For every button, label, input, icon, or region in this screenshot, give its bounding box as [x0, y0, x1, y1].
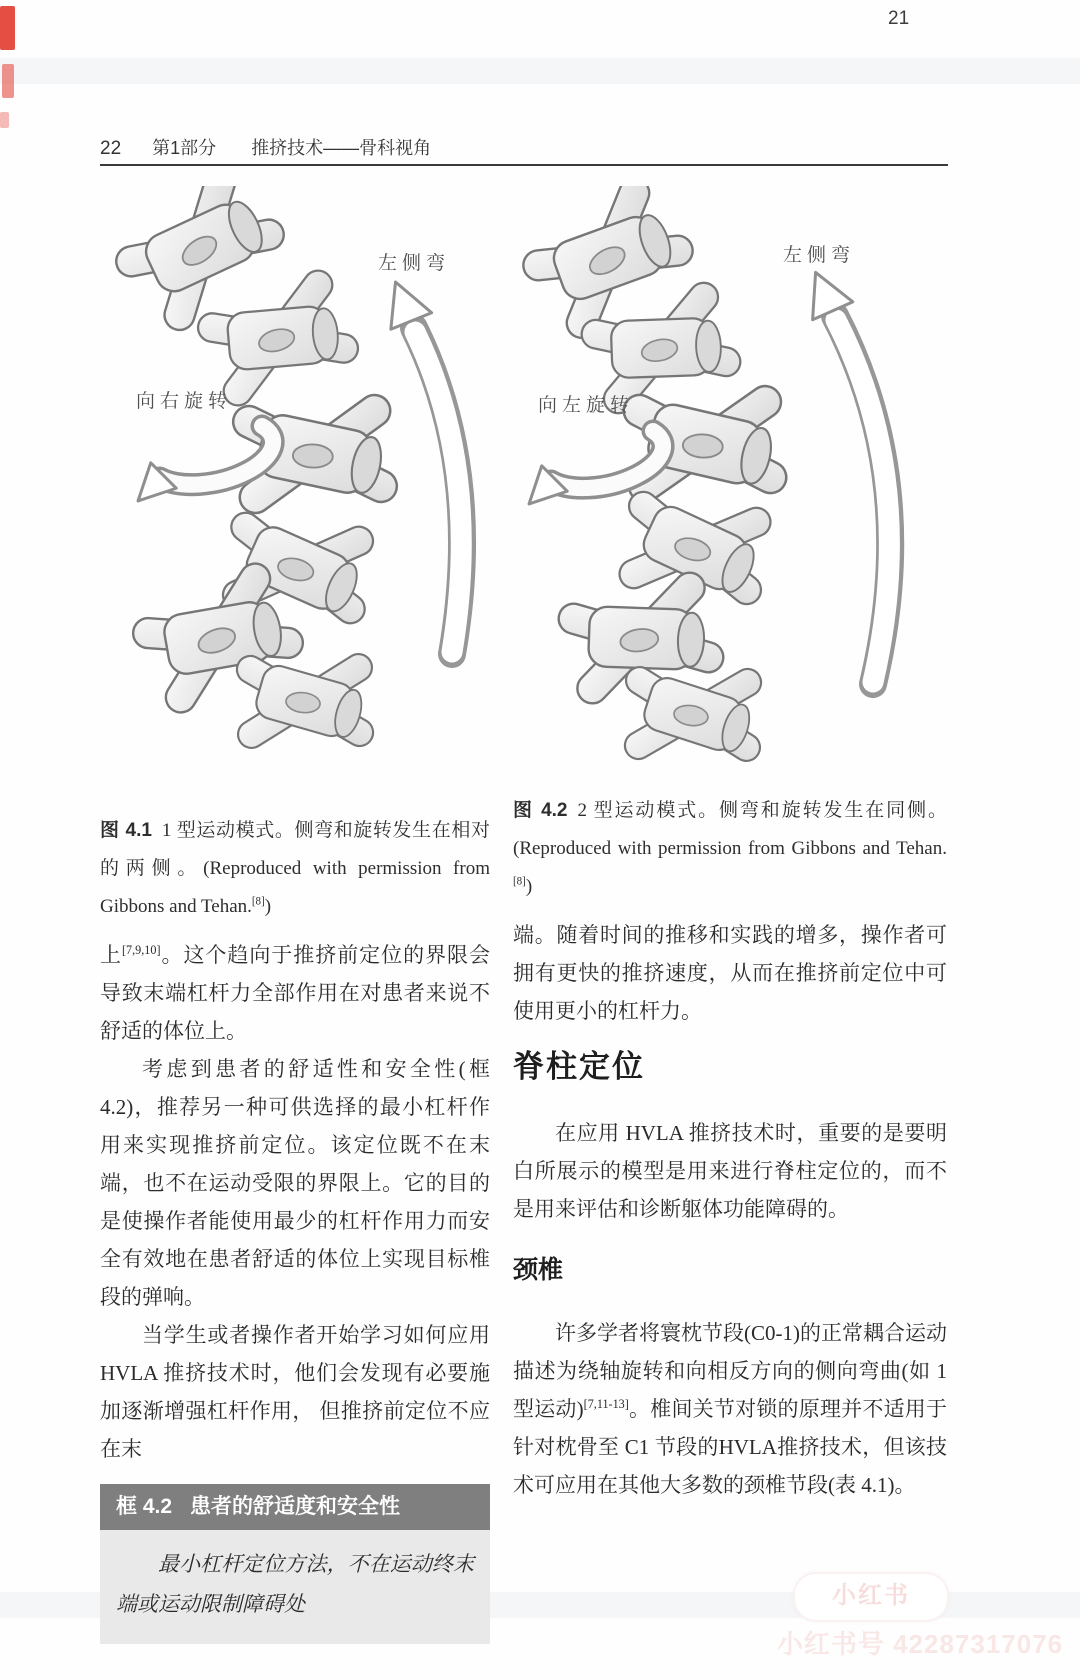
scan-artifact-red	[0, 6, 15, 50]
paragraph: 考虑到患者的舒适性和安全性(框4.2)，推荐另一种可供选择的最小杠杆作用来实现推挤前定位。该定位既不在末端，也不在运动受限的界限上。它的目的是使操作者能使用最少的杠杆作用力而安全有效地在患者舒适的体位上实现目标椎段的弹响。	[100, 1057, 490, 1309]
box-4-2-title: 患者的舒适度和安全性	[190, 1495, 401, 1518]
figure-2-caption-en: (Reproduced with permission from Gibbons and Tehan.	[513, 838, 947, 859]
figure-1-caption-ref: [8]	[251, 895, 265, 908]
figure-2-illustration	[503, 186, 890, 762]
right-column-body	[513, 916, 947, 1504]
figure-2-caption-close: )	[525, 876, 533, 897]
figure-2-caption-zh: 2 型运动模式。侧弯和旋转发生在同侧。	[577, 800, 947, 821]
reference-superscript: [7,11-13]	[583, 1397, 629, 1411]
paragraph	[100, 936, 490, 1050]
figure-2-caption-label: 图 4.2	[513, 800, 568, 821]
paragraph-text: 。椎间关节对锁的原理并不适用于针对枕骨至 C1 节段的HVLA推挤技术，但该技术可应用在其他大多数的颈椎节段(表 4.1)。	[513, 1397, 948, 1497]
running-header-part: 第1部分	[152, 138, 217, 158]
fig2-rotation-label: 向左旋转	[538, 395, 635, 416]
figure-1-caption	[100, 812, 490, 926]
running-header-title: 推挤技术——骨科视角	[251, 138, 432, 158]
fig1-side-bend-label: 左侧弯	[378, 253, 451, 274]
subsection-heading: 颈椎	[513, 1256, 564, 1284]
paragraph: 端。随着时间的推移和实践的增多，操作者可拥有更快的推挤速度，从而在推挤前定位中可使用更小的杠杆力。	[513, 923, 947, 1023]
paragraph-text: 上	[100, 943, 122, 967]
running-header-folio: 22	[100, 138, 122, 159]
figure-1-caption-zh: 1 型运动模式。侧弯和旋转发生在相对的两侧。	[100, 820, 490, 879]
header-rule	[100, 164, 948, 166]
scan-artifact-red	[0, 112, 9, 128]
spine-illustrations	[100, 186, 950, 762]
scan-artifact-red	[2, 64, 14, 98]
box-4-2-body	[100, 1530, 490, 1644]
left-column-body	[100, 936, 490, 1468]
paragraph: 在应用 HVLA 推挤技术时，重要的是要明白所展示的模型是用来进行脊柱定位的，而不是用来评估和诊断躯体功能障碍的。	[513, 1121, 947, 1221]
box-4-2-label: 框 4.2	[116, 1495, 173, 1518]
figure-2-caption-ref: [8]	[513, 875, 526, 888]
figure-1-caption-close: )	[264, 896, 272, 917]
fig2-side-bend-label: 左侧弯	[783, 245, 856, 266]
xiaohongshu-badge: 小红书	[793, 1572, 949, 1622]
fig1-rotation-label: 向右旋转	[136, 391, 233, 412]
box-4-2-text: 最小杠杆定位方法，不在运动终末端或运动限制障碍处	[116, 1552, 474, 1616]
running-header	[100, 134, 948, 160]
section-heading: 脊柱定位	[513, 1049, 645, 1084]
figure-1-caption-en: (Reproduced with permission from Gibbons and Tehan.	[100, 858, 490, 917]
reference-superscript: [7,9,10]	[121, 943, 161, 957]
figure-1-caption-label: 图 4.1	[100, 820, 152, 841]
right-column	[513, 792, 947, 1504]
box-4-2-header	[100, 1484, 490, 1530]
box-4-2	[100, 1484, 490, 1644]
scan-strip-top	[0, 58, 1080, 84]
paragraph-text: 许多学者将寰枕节段(C0-1)的正常耦合运动描述为绕轴旋转和向相反方向的侧向弯曲(如 1 型运动)	[513, 1321, 947, 1421]
paragraph: 当学生或者操作者开始学习如何应用 HVLA 推挤技术时，他们会发现有必要施加逐渐增强杠杆作用， 但推挤前定位不应在末	[100, 1323, 490, 1461]
figure-2-caption	[513, 792, 947, 906]
figures-area	[100, 186, 950, 762]
paragraph	[513, 1314, 947, 1504]
paragraph-text: 。这个趋向于推挤前定位的界限会导致末端杠杆力全部作用在对患者来说不舒适的体位上。	[100, 943, 491, 1043]
xiaohongshu-id-watermark: 小红书号 42287317076	[776, 1629, 1064, 1659]
page-number-top: 21	[888, 8, 910, 29]
left-column	[100, 812, 490, 1644]
